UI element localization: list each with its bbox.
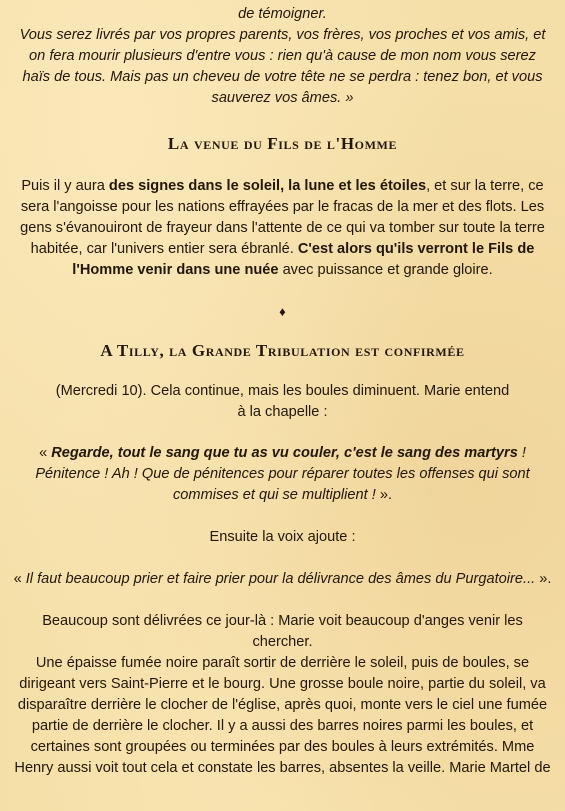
section-heading-son-of-man: La venue du Fils de l'Homme <box>167 134 398 153</box>
quote-martyrs-close: ». <box>379 487 392 503</box>
quote-martyrs <box>12 443 553 506</box>
page <box>0 4 565 811</box>
diamond-separator: ♦ <box>279 304 286 319</box>
section-heading-tilly-tribulation: A Tilly, la Grande Tribulation est confirmée <box>100 341 465 360</box>
quote-martyrs-text: ! Pénitence ! Ah ! Que de pénitences pour réparer toutes les offenses qui sont commises et qui se multiplient ! <box>35 445 530 503</box>
paragraph-signs-text-e: avec puissance et grande gloire. <box>278 262 493 278</box>
quote-purgatory-open: « <box>13 571 26 587</box>
paragraph-signs-emphasis-signs: des signes dans le soleil, la lune et les étoiles <box>108 178 427 194</box>
paragraph-delivered: Beaucoup sont délivrées ce jour-là : Marie voit beaucoup d'anges venir les chercher. <box>42 613 523 650</box>
paragraph-signs-text-c: , et sur la terre, ce sera l'angoisse pour les nations effrayées par le fracas de la mer et des flots. Les gens s'évanouiront de frayeur dans l'attente de ce qui va tomber sur toute la terre habitée, car l'univers entier sera ébranlé. <box>20 178 545 257</box>
paragraph-signs <box>12 176 553 281</box>
quote-purgatory-text: Il faut beaucoup prier et faire prier pour la délivrance des âmes du Purgatoire... <box>25 571 536 587</box>
paragraph-voice-adds: Ensuite la voix ajoute : <box>209 529 356 545</box>
quote-paragraph-betrayal: Vous serez livrés par vos propres parents, vos frères, vos proches et vos amis, et on fera mourir plusieurs d'entre vous : rien qu'à cause de mon nom vous serez haïs de tous. Mais pas un cheveu de votre tête ne se perdra : tenez bon, et vous sauverez vos âmes. » <box>19 27 546 106</box>
quote-martyrs-open: « <box>39 445 52 461</box>
paragraph-signs-text-a: Puis il y aura <box>21 178 109 194</box>
paragraph-wednesday: (Mercredi 10). Cela continue, mais les boules diminuent. Marie entend à la chapelle : <box>55 383 510 420</box>
quote-martyrs-emphasis: Regarde, tout le sang que tu as vu couler, c'est le sang des martyrs <box>51 445 518 461</box>
quote-purgatory-close: ». <box>535 571 552 587</box>
paragraph-black-smoke: Une épaisse fumée noire paraît sortir de derrière le soleil, puis de boules, se dirigeant vers Saint-Pierre et le bourg. Une grosse boule noire, partie du soleil, va disparaître derrière le clocher de l'église, après quoi, monte vers le ciel une fumée partie de derrière le clocher. Il y a aussi des barres noires parmi les boules, et certaines sont groupées ou terminées par des boules à leurs extrémités. Mme Henry aussi voit tout cela et constate les barres, absentes la veille. Marie Martel de <box>14 655 551 776</box>
quote-line-witness: de témoigner. <box>238 6 327 22</box>
paragraph-signs-emphasis-son-of-man: C'est alors qu'ils verront le Fils de l'Homme venir dans une nuée <box>72 241 535 278</box>
quote-purgatory <box>12 569 553 590</box>
